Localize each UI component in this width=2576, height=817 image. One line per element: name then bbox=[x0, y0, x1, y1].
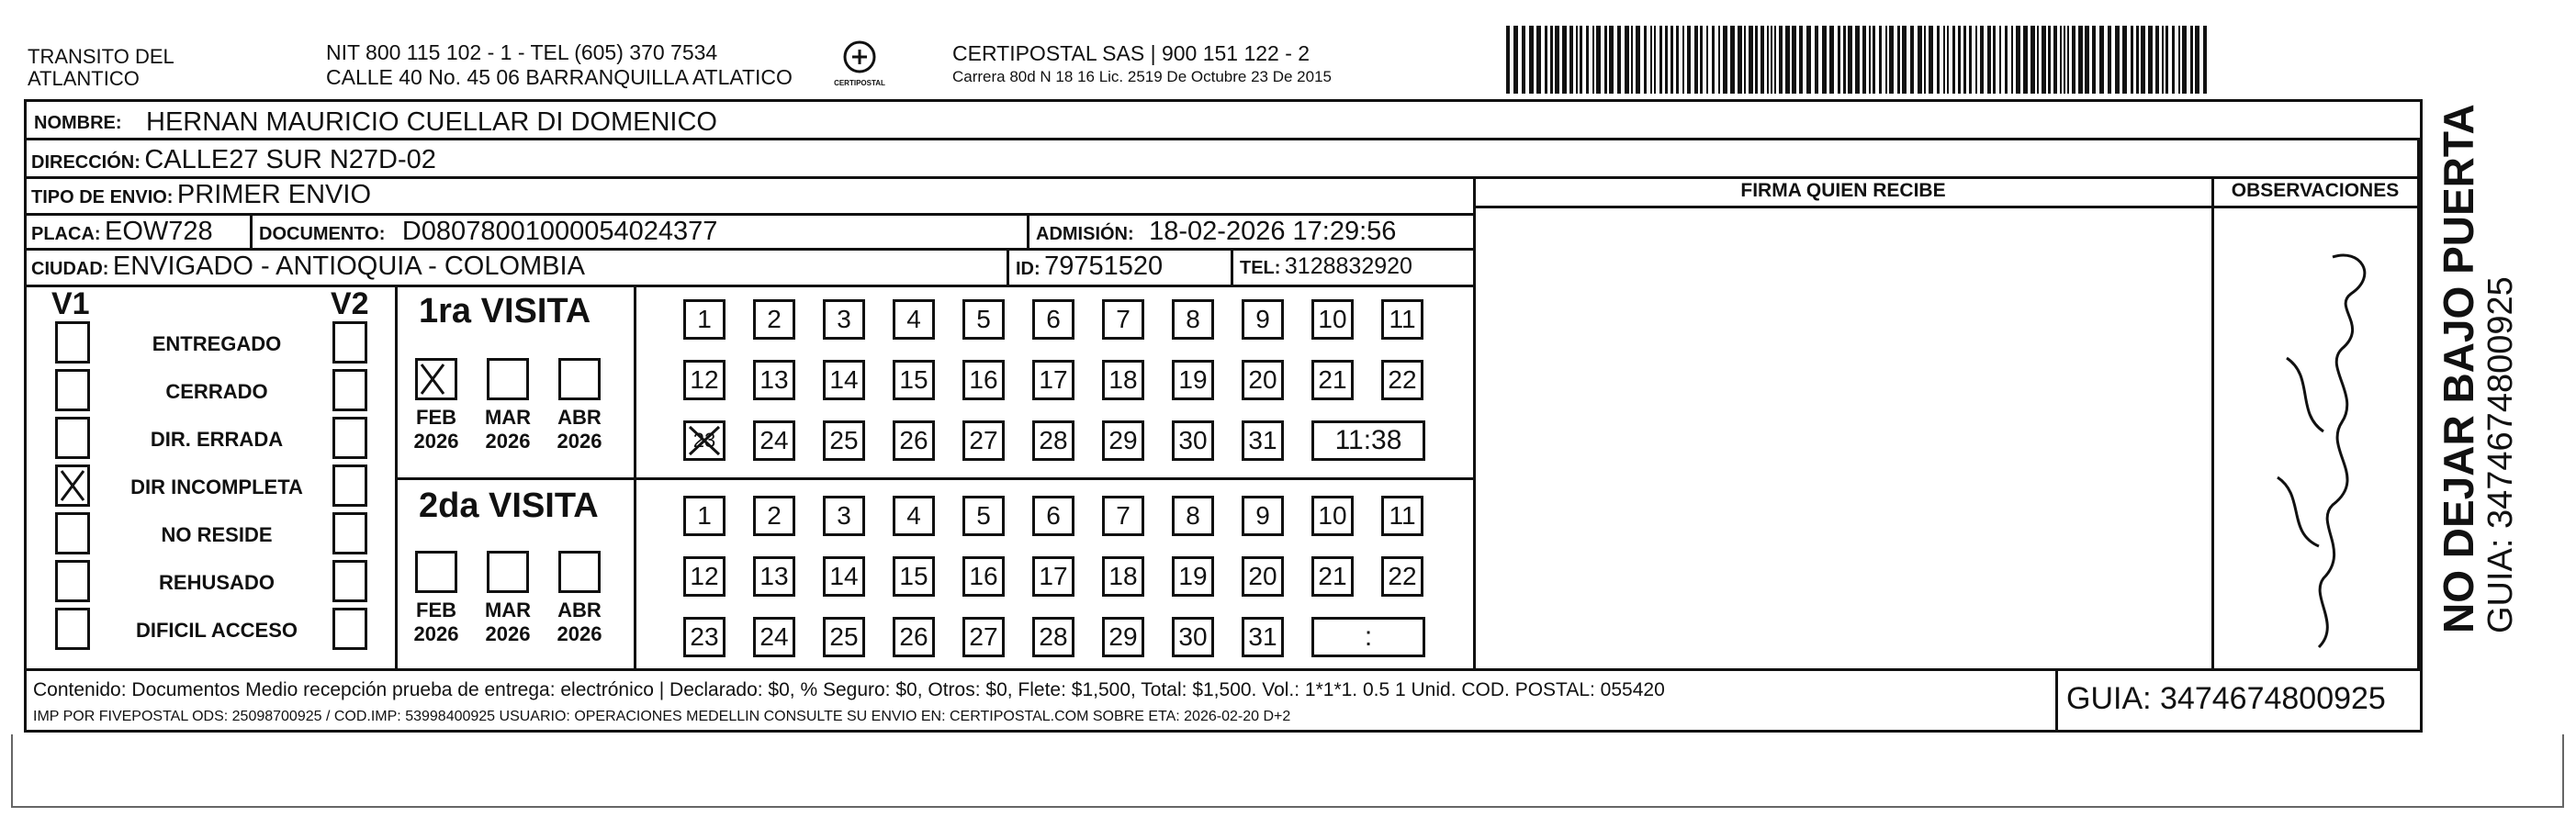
barcode-bar bbox=[2042, 26, 2046, 94]
barcode-bar bbox=[2122, 26, 2127, 94]
status-label: DIR. ERRADA bbox=[150, 428, 284, 451]
barcode bbox=[1506, 26, 2213, 94]
barcode-bar bbox=[1799, 26, 1803, 94]
barcode-bar bbox=[1785, 26, 1790, 94]
barcode-bar bbox=[1924, 26, 1926, 94]
barcode-bar bbox=[2078, 26, 2083, 94]
day-box[interactable]: 1 bbox=[683, 496, 726, 536]
day-box[interactable]: 17 bbox=[1032, 360, 1074, 400]
barcode-bar bbox=[1869, 26, 1871, 94]
visit1-title: 1ra VISITA bbox=[419, 292, 591, 330]
barcode-bar bbox=[2162, 26, 2164, 94]
day-box[interactable]: 25 bbox=[823, 617, 865, 657]
day-box[interactable]: 24 bbox=[753, 617, 795, 657]
company-block bbox=[952, 40, 1332, 88]
barcode-bar bbox=[1885, 26, 1887, 94]
barcode-bar bbox=[2099, 26, 2104, 94]
plate-value: EOW728 bbox=[105, 217, 213, 246]
barcode-bar bbox=[2148, 26, 2153, 94]
day-box[interactable]: 16 bbox=[962, 556, 1005, 597]
barcode-bar bbox=[2195, 26, 2199, 94]
signature-area[interactable] bbox=[1479, 211, 2210, 668]
barcode-bar bbox=[1937, 26, 1940, 94]
divider bbox=[1007, 248, 1009, 285]
barcode-bar bbox=[2155, 26, 2159, 94]
barcode-bar bbox=[1617, 26, 1621, 94]
v1-checkbox[interactable] bbox=[55, 464, 90, 507]
v2-checkbox[interactable] bbox=[332, 321, 367, 364]
day-box[interactable]: 13 bbox=[753, 556, 795, 597]
month-checkbox[interactable] bbox=[558, 551, 601, 593]
barcode-bar bbox=[1545, 26, 1547, 94]
status-label: DIR INCOMPLETA bbox=[130, 476, 303, 498]
day-box[interactable]: 5 bbox=[962, 496, 1005, 536]
barcode-bar bbox=[2136, 26, 2139, 94]
barcode-bar bbox=[1910, 26, 1914, 94]
barcode-bar bbox=[1738, 26, 1742, 94]
document-value: D08078001000054024377 bbox=[401, 217, 718, 246]
day-box[interactable]: 9 bbox=[1242, 299, 1284, 340]
barcode-bar bbox=[1529, 26, 1534, 94]
day-box[interactable]: 5 bbox=[962, 299, 1005, 340]
barcode-bar bbox=[1993, 26, 1996, 94]
barcode-bar bbox=[2141, 26, 2145, 94]
day-box[interactable]: 2 bbox=[753, 496, 795, 536]
id-field bbox=[1016, 252, 1163, 282]
document-label: DOCUMENTO: bbox=[259, 224, 386, 244]
side-guia: GUIA: 3474674800925 bbox=[2481, 276, 2520, 633]
barcode-bar bbox=[1848, 26, 1852, 94]
document-field bbox=[259, 217, 717, 247]
barcode-bar bbox=[1822, 26, 1827, 94]
barcode-bar bbox=[2182, 26, 2187, 94]
side-panel bbox=[2435, 104, 2520, 633]
month-label bbox=[480, 406, 535, 453]
barcode-bar bbox=[1569, 26, 1573, 94]
barcode-bar bbox=[1596, 26, 1601, 94]
month-year: 2026 bbox=[485, 430, 531, 453]
name-label: NOMBRE: bbox=[34, 113, 122, 133]
barcode-bar bbox=[1718, 26, 1720, 94]
barcode-bar bbox=[1755, 26, 1758, 94]
day-box[interactable]: 11 bbox=[1381, 299, 1423, 340]
day-box[interactable]: 15 bbox=[893, 556, 935, 597]
month-label bbox=[552, 599, 607, 646]
divider bbox=[24, 138, 2423, 140]
observations-header: OBSERVACIONES bbox=[2231, 180, 2400, 201]
day-box[interactable]: 28 bbox=[1032, 420, 1074, 461]
divider bbox=[250, 213, 253, 248]
day-box[interactable]: 13 bbox=[753, 360, 795, 400]
barcode-bar bbox=[2178, 26, 2180, 94]
id-label: ID: bbox=[1016, 259, 1041, 279]
barcode-bar bbox=[1943, 26, 1945, 94]
barcode-bar bbox=[2203, 26, 2207, 94]
barcode-bar bbox=[2023, 26, 2028, 94]
v2-checkbox[interactable] bbox=[332, 417, 367, 459]
barcode-bar bbox=[2131, 26, 2133, 94]
day-box[interactable]: 21 bbox=[1311, 360, 1354, 400]
day-box[interactable]: 12 bbox=[683, 360, 726, 400]
day-box[interactable]: 7 bbox=[1102, 496, 1144, 536]
plate-label: PLACA: bbox=[31, 224, 101, 244]
admission-value: 18-02-2026 17:29:56 bbox=[1149, 217, 1397, 246]
address-row bbox=[31, 145, 436, 175]
company-line1: CERTIPOSTAL SAS | 900 151 122 - 2 bbox=[952, 41, 1310, 65]
day-box[interactable]: 9 bbox=[1242, 496, 1284, 536]
barcode-bar bbox=[2190, 26, 2193, 94]
day-box[interactable]: 26 bbox=[893, 617, 935, 657]
v1-checkbox[interactable] bbox=[55, 369, 90, 411]
barcode-bar bbox=[1654, 26, 1656, 94]
month-checkbox[interactable] bbox=[415, 358, 457, 400]
certipostal-logo bbox=[834, 37, 885, 97]
barcode-bar bbox=[1712, 26, 1715, 94]
plate-field bbox=[31, 217, 213, 247]
day-box[interactable]: 10 bbox=[1311, 299, 1354, 340]
barcode-bar bbox=[1918, 26, 1922, 94]
barcode-bar bbox=[1723, 26, 1727, 94]
day-box[interactable]: 28 bbox=[1032, 617, 1074, 657]
day-box[interactable]: 14 bbox=[823, 556, 865, 597]
month-label bbox=[409, 599, 464, 646]
day-box[interactable]: 20 bbox=[1242, 556, 1284, 597]
day-box[interactable]: 4 bbox=[893, 496, 935, 536]
nit-block bbox=[326, 40, 793, 90]
tel-label: TEL: bbox=[1240, 258, 1281, 278]
day-box[interactable]: 1 bbox=[683, 299, 726, 340]
month-year: 2026 bbox=[557, 622, 602, 645]
id-value: 79751520 bbox=[1044, 252, 1164, 281]
barcode-bar bbox=[1536, 26, 1541, 94]
barcode-bar bbox=[1706, 26, 1708, 94]
barcode-bar bbox=[1897, 26, 1900, 94]
barcode-bar bbox=[1999, 26, 2001, 94]
barcode-bar bbox=[2172, 26, 2175, 94]
day-box[interactable]: 19 bbox=[1172, 556, 1214, 597]
barcode-bar bbox=[1767, 26, 1769, 94]
divider bbox=[24, 668, 2423, 671]
barcode-bar bbox=[1730, 26, 1735, 94]
barcode-bar bbox=[1700, 26, 1703, 94]
send-type-row bbox=[31, 180, 371, 210]
barcode-bar bbox=[1687, 26, 1691, 94]
barcode-bar bbox=[1987, 26, 1991, 94]
org-line2: ATLANTICO bbox=[28, 67, 140, 90]
month-label bbox=[409, 406, 464, 453]
v1-checkbox[interactable] bbox=[55, 321, 90, 364]
barcode-bar bbox=[1555, 26, 1559, 94]
barcode-bar bbox=[1562, 26, 1567, 94]
barcode-bar bbox=[1843, 26, 1846, 94]
day-box[interactable]: 31 bbox=[1242, 617, 1284, 657]
name-value: HERNAN MAURICIO CUELLAR DI DOMENICO bbox=[146, 107, 717, 137]
day-box[interactable]: 22 bbox=[1381, 360, 1423, 400]
day-box[interactable]: 6 bbox=[1032, 496, 1074, 536]
day-box[interactable]: 15 bbox=[893, 360, 935, 400]
day-box[interactable]: 3 bbox=[823, 299, 865, 340]
barcode-bar bbox=[1694, 26, 1698, 94]
time-field[interactable]: 11:38 bbox=[1311, 420, 1425, 461]
day-box[interactable]: 12 bbox=[683, 556, 726, 597]
org-name bbox=[28, 46, 174, 90]
barcode-bar bbox=[2011, 26, 2013, 94]
barcode-bar bbox=[1659, 26, 1662, 94]
month-label bbox=[552, 406, 607, 453]
divider bbox=[24, 213, 1475, 216]
barcode-bar bbox=[2060, 26, 2062, 94]
day-box[interactable]: 24 bbox=[753, 420, 795, 461]
org-line1: TRANSITO DEL bbox=[28, 45, 174, 68]
status-label: REHUSADO bbox=[159, 571, 275, 594]
barcode-bar bbox=[1963, 26, 1966, 94]
day-box[interactable]: 21 bbox=[1311, 556, 1354, 597]
status-label: DIFICIL ACCESO bbox=[135, 619, 298, 642]
barcode-bar bbox=[1670, 26, 1673, 94]
barcode-bar bbox=[1550, 26, 1553, 94]
divider bbox=[395, 477, 1475, 480]
barcode-bar bbox=[2064, 26, 2065, 94]
city-label: CIUDAD: bbox=[31, 259, 109, 279]
barcode-bar bbox=[1774, 26, 1776, 94]
barcode-bar bbox=[2108, 26, 2111, 94]
logo-text: CERTIPOSTAL bbox=[834, 79, 885, 87]
barcode-bar bbox=[1829, 26, 1834, 94]
day-box[interactable]: 23 bbox=[683, 617, 726, 657]
barcode-bar bbox=[1586, 26, 1589, 94]
month-checkbox[interactable] bbox=[415, 551, 457, 593]
barcode-bar bbox=[1958, 26, 1961, 94]
barcode-bar bbox=[1879, 26, 1882, 94]
barcode-bar bbox=[1576, 26, 1578, 94]
barcode-bar bbox=[2048, 26, 2051, 94]
outer-frame bbox=[11, 734, 2564, 808]
month-name: MAR bbox=[484, 406, 532, 429]
v1-checkbox[interactable] bbox=[55, 417, 90, 459]
barcode-bar bbox=[1947, 26, 1949, 94]
day-box[interactable]: 19 bbox=[1172, 360, 1214, 400]
barcode-bar bbox=[1749, 26, 1753, 94]
barcode-bar bbox=[1862, 26, 1866, 94]
divider bbox=[1473, 206, 2423, 208]
footer-guia: GUIA: 3474674800925 bbox=[2066, 681, 2386, 716]
time-field[interactable]: : bbox=[1311, 617, 1425, 657]
divider bbox=[1231, 248, 1233, 285]
day-box[interactable]: 14 bbox=[823, 360, 865, 400]
status-label: CERRADO bbox=[165, 380, 268, 403]
day-box[interactable]: 25 bbox=[823, 420, 865, 461]
month-checkbox[interactable] bbox=[558, 358, 601, 400]
day-box[interactable]: 4 bbox=[893, 299, 935, 340]
barcode-bar bbox=[1650, 26, 1652, 94]
barcode-bar bbox=[1744, 26, 1746, 94]
day-box[interactable]: 7 bbox=[1102, 299, 1144, 340]
divider bbox=[2055, 668, 2058, 733]
month-name: FEB bbox=[416, 406, 456, 429]
month-name: FEB bbox=[416, 599, 456, 621]
name-row bbox=[24, 99, 2423, 140]
barcode-bar bbox=[1838, 26, 1840, 94]
barcode-bar bbox=[1625, 26, 1629, 94]
v2-checkbox[interactable] bbox=[332, 464, 367, 507]
barcode-bar bbox=[1969, 26, 1972, 94]
barcode-bar bbox=[1815, 26, 1818, 94]
month-year: 2026 bbox=[557, 430, 602, 453]
divider bbox=[2417, 140, 2420, 670]
barcode-bar bbox=[1631, 26, 1633, 94]
tel-value: 3128832920 bbox=[1284, 253, 1412, 279]
day-box[interactable]: 8 bbox=[1172, 299, 1214, 340]
day-box[interactable]: 16 bbox=[962, 360, 1005, 400]
barcode-bar bbox=[2072, 26, 2075, 94]
day-box[interactable] bbox=[683, 420, 726, 461]
barcode-bar bbox=[1855, 26, 1860, 94]
day-box[interactable]: 20 bbox=[1242, 360, 1284, 400]
day-box[interactable]: 27 bbox=[962, 420, 1005, 461]
barcode-bar bbox=[1929, 26, 1933, 94]
day-box[interactable]: 2 bbox=[753, 299, 795, 340]
v2-checkbox[interactable] bbox=[332, 560, 367, 602]
v2-checkbox[interactable] bbox=[332, 512, 367, 554]
v1-checkbox[interactable] bbox=[55, 560, 90, 602]
handwritten-signature bbox=[2222, 239, 2406, 661]
barcode-bar bbox=[2037, 26, 2039, 94]
barcode-bar bbox=[2092, 26, 2096, 94]
barcode-bar bbox=[2085, 26, 2089, 94]
divider bbox=[1473, 176, 1476, 670]
barcode-bar bbox=[2115, 26, 2120, 94]
barcode-bar bbox=[1873, 26, 1875, 94]
day-box[interactable]: 22 bbox=[1381, 556, 1423, 597]
barcode-bar bbox=[2053, 26, 2057, 94]
day-box[interactable]: 30 bbox=[1172, 617, 1214, 657]
month-name: ABR bbox=[557, 406, 602, 429]
day-box[interactable]: 6 bbox=[1032, 299, 1074, 340]
barcode-bar bbox=[1604, 26, 1607, 94]
barcode-bar bbox=[1676, 26, 1679, 94]
day-box[interactable]: 10 bbox=[1311, 496, 1354, 536]
barcode-bar bbox=[1889, 26, 1894, 94]
barcode-bar bbox=[1806, 26, 1811, 94]
month-year: 2026 bbox=[413, 622, 459, 645]
barcode-bar bbox=[1636, 26, 1640, 94]
barcode-bar bbox=[1682, 26, 1684, 94]
barcode-bar bbox=[1779, 26, 1783, 94]
day-box[interactable]: 18 bbox=[1102, 556, 1144, 597]
barcode-bar bbox=[2030, 26, 2035, 94]
divider bbox=[24, 248, 1475, 251]
x-mark-icon bbox=[418, 361, 447, 397]
divider bbox=[2211, 176, 2214, 670]
content-line: Contenido: Documentos Medio recepción prueba de entrega: electrónico | Declarado: $0, % Seguro: $0, Otros: $0, Flete: $1,500, Total: $1,500. Vol.: 1*1*1. 0.5 1 Unid. COD. POSTAL: 055420 bbox=[33, 679, 1665, 700]
barcode-bar bbox=[2165, 26, 2168, 94]
barcode-bar bbox=[1760, 26, 1764, 94]
logo-icon bbox=[834, 37, 885, 97]
divider bbox=[1027, 213, 1029, 248]
barcode-bar bbox=[1592, 26, 1594, 94]
day-box[interactable]: 27 bbox=[962, 617, 1005, 657]
barcode-bar bbox=[1952, 26, 1955, 94]
divider bbox=[24, 285, 1475, 287]
company-line2: Carrera 80d N 18 16 Lic. 2519 De Octubre 23 De 2015 bbox=[952, 68, 1332, 85]
month-year: 2026 bbox=[485, 622, 531, 645]
month-name: ABR bbox=[557, 599, 602, 621]
barcode-bar bbox=[2005, 26, 2008, 94]
v1-checkbox[interactable] bbox=[55, 512, 90, 554]
barcode-bar bbox=[1665, 26, 1668, 94]
barcode-bar bbox=[2016, 26, 2020, 94]
send-type-label: TIPO DE ENVIO: bbox=[31, 187, 174, 207]
barcode-bar bbox=[1522, 26, 1525, 94]
visit2-title: 2da VISITA bbox=[419, 487, 599, 525]
barcode-bar bbox=[1609, 26, 1614, 94]
v2-checkbox[interactable] bbox=[332, 608, 367, 650]
day-box[interactable]: 11 bbox=[1381, 496, 1423, 536]
month-checkbox[interactable] bbox=[487, 358, 529, 400]
status-label: ENTREGADO bbox=[152, 332, 282, 355]
divider bbox=[24, 176, 2423, 179]
admission-label: ADMISIÓN: bbox=[1036, 224, 1134, 244]
day-box[interactable]: 26 bbox=[893, 420, 935, 461]
tel-field bbox=[1240, 253, 1412, 280]
barcode-bar bbox=[1792, 26, 1796, 94]
address-value: CALLE27 SUR N27D-02 bbox=[144, 145, 436, 174]
v2-label: V2 bbox=[331, 286, 369, 321]
day-box[interactable]: 17 bbox=[1032, 556, 1074, 597]
day-mark: 23 bbox=[692, 429, 716, 452]
side-warning: NO DEJAR BAJO PUERTA bbox=[2435, 104, 2482, 633]
imp-line: IMP POR FIVEPOSTAL ODS: 25098700925 / COD.IMP: 53998400925 USUARIO: OPERACIONES MEDELLIN CONSULTE SU ENVIO EN: CERTIPOSTAL.COM SOBRE ETA: 2026-02-20 D+2 bbox=[33, 709, 1291, 724]
day-box[interactable]: 3 bbox=[823, 496, 865, 536]
barcode-bar bbox=[1580, 26, 1582, 94]
send-type-value: PRIMER ENVIO bbox=[176, 180, 372, 209]
day-box[interactable]: 8 bbox=[1172, 496, 1214, 536]
v1-checkbox[interactable] bbox=[55, 608, 90, 650]
month-checkbox[interactable] bbox=[487, 551, 529, 593]
day-box[interactable]: 18 bbox=[1102, 360, 1144, 400]
day-box[interactable]: 31 bbox=[1242, 420, 1284, 461]
nit-line2: CALLE 40 No. 45 06 BARRANQUILLA ATLATICO bbox=[326, 65, 793, 89]
x-mark-icon bbox=[58, 467, 87, 504]
month-name: MAR bbox=[484, 599, 532, 621]
barcode-bar bbox=[1771, 26, 1772, 94]
city-value: ENVIGADO - ANTIOQUIA - COLOMBIA bbox=[112, 252, 585, 281]
v2-checkbox[interactable] bbox=[332, 369, 367, 411]
signature-header: FIRMA QUIEN RECIBE bbox=[1740, 180, 1946, 201]
month-label bbox=[480, 599, 535, 646]
barcode-bar bbox=[1902, 26, 1907, 94]
city-field bbox=[31, 252, 585, 282]
barcode-bar bbox=[1980, 26, 1984, 94]
day-box[interactable]: 30 bbox=[1172, 420, 1214, 461]
v1-label: V1 bbox=[51, 286, 90, 321]
barcode-bar bbox=[2067, 26, 2069, 94]
month-year: 2026 bbox=[413, 430, 459, 453]
barcode-bar bbox=[1506, 26, 1510, 94]
admission-field bbox=[1036, 217, 1396, 247]
nit-line1: NIT 800 115 102 - 1 - TEL (605) 370 7534 bbox=[326, 40, 718, 64]
day-box[interactable]: 29 bbox=[1102, 420, 1144, 461]
barcode-bar bbox=[1975, 26, 1977, 94]
status-label: NO RESIDE bbox=[161, 523, 273, 546]
day-box[interactable]: 29 bbox=[1102, 617, 1144, 657]
barcode-bar bbox=[1644, 26, 1647, 94]
address-label: DIRECCIÓN: bbox=[31, 152, 141, 173]
barcode-bar bbox=[1513, 26, 1518, 94]
